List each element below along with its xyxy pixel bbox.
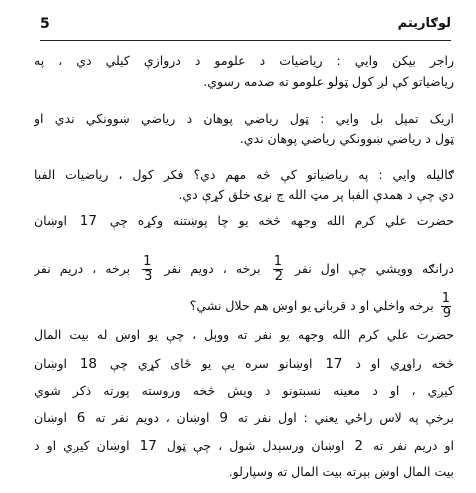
problem-1-line-2 <box>34 255 454 284</box>
fraction-denominator: 3 <box>144 269 153 284</box>
fraction-numerator: 1 <box>273 255 282 269</box>
problem-2-line-4 <box>34 409 454 427</box>
paragraph-2-line-2: ټول د رياضي ښوونکي رياضي پوهان ندي. <box>239 131 454 146</box>
problem-1-text-f: برخه واخلي او د قربانۍ يو اوښ هم حلال نشي؟ <box>189 298 434 313</box>
fraction-numerator: 1 <box>441 292 450 306</box>
problem-1-text-b: اوښان <box>34 213 67 228</box>
problem-1-text-a: حضرت علي کرم الله وجهه څخه يو چا پوښتنه وکړه چې <box>109 213 454 228</box>
problem-2-text-d: برخې په لاس راځي يعني : اول نفر ته <box>237 410 454 425</box>
fraction-denominator: 9 <box>442 306 451 321</box>
problem-2-text-h: اوښان ورسېدل شول ، چې ټول <box>166 438 345 453</box>
running-title: لوګاريتم <box>397 16 451 31</box>
problem-2-text-e: اوښان ، دويم نفر ته <box>95 410 210 425</box>
fraction-one-ninth <box>441 292 451 321</box>
problem-1-text-c: درانګه وويشي چې اول نفر <box>295 261 454 276</box>
problem-1-text-d: برخه ، دويم نفر <box>164 261 261 276</box>
fraction-denominator: 2 <box>274 269 283 284</box>
paragraph-1-line-2: رياضياتو کې لږ کول ټولو علومو ته صدمه رسوي. <box>203 74 454 89</box>
problem-2-text-b: اوښانو سره يې يو ځای کړي چې <box>109 356 313 371</box>
problem-2-line-6: بيت المال اوښ بېرته بيت المال ته وسپارلو. <box>228 464 454 479</box>
problem-1-line-3 <box>34 292 454 321</box>
page-number: 5 <box>40 16 50 32</box>
fraction-one-half <box>273 255 283 284</box>
problem-1-line-1 <box>34 212 454 230</box>
problem-2-text-a: څخه راوړي او د <box>355 356 454 371</box>
problem-2-number-f: 17 <box>139 438 157 454</box>
problem-1-number: 17 <box>79 213 97 229</box>
paragraph-1-line-1: راجر بيکن وايي : رياضيات د علومو د دروازې کيلي دي ، په <box>34 53 454 68</box>
problem-2-text-g: او دريم نفر ته <box>373 438 454 453</box>
fraction-numerator: 1 <box>143 255 152 269</box>
problem-2-text-c: اوښان <box>34 356 67 371</box>
problem-2-text-i: اوښان کيږي او د <box>34 438 130 453</box>
problem-2-number-c: 9 <box>219 410 228 426</box>
problem-2-number-e: 2 <box>354 438 363 454</box>
problem-1-text-e: برخه ، دريم نفر <box>34 261 131 276</box>
problem-2-number-a: 17 <box>325 356 343 372</box>
paragraph-3-line-2: دي چې د همدې الفبا پر مټ الله ج نړۍ خلق کړې دي. <box>178 187 454 202</box>
problem-2-text-f: اوښان <box>34 410 67 425</box>
problem-2-line-5 <box>34 437 454 455</box>
paragraph-2-line-1: اريک تمپل بل وايي : ټول رياضي پوهان د رياضي ښوونکي ندي او <box>34 111 454 126</box>
paragraph-3-line-1: ګاليله وايي : په رياضياتو کې څه مهم دي؟ فکر کول ، رياضيات الفبا <box>34 167 454 182</box>
problem-2-number-b: 18 <box>79 356 98 372</box>
problem-2-line-3: کيږي ، او د معينه نسبتونو د ويش څخه وروسته پورته ذکر شوي <box>34 383 454 398</box>
problem-2-number-d: 6 <box>76 410 86 426</box>
fraction-one-third <box>142 255 152 284</box>
problem-2-line-2 <box>34 355 454 373</box>
problem-2-line-1: حضرت علي کرم الله وجهه يو نفر ته ووېل ، چې يو اوښ له بيت المال <box>34 327 454 342</box>
page-header <box>40 14 451 41</box>
